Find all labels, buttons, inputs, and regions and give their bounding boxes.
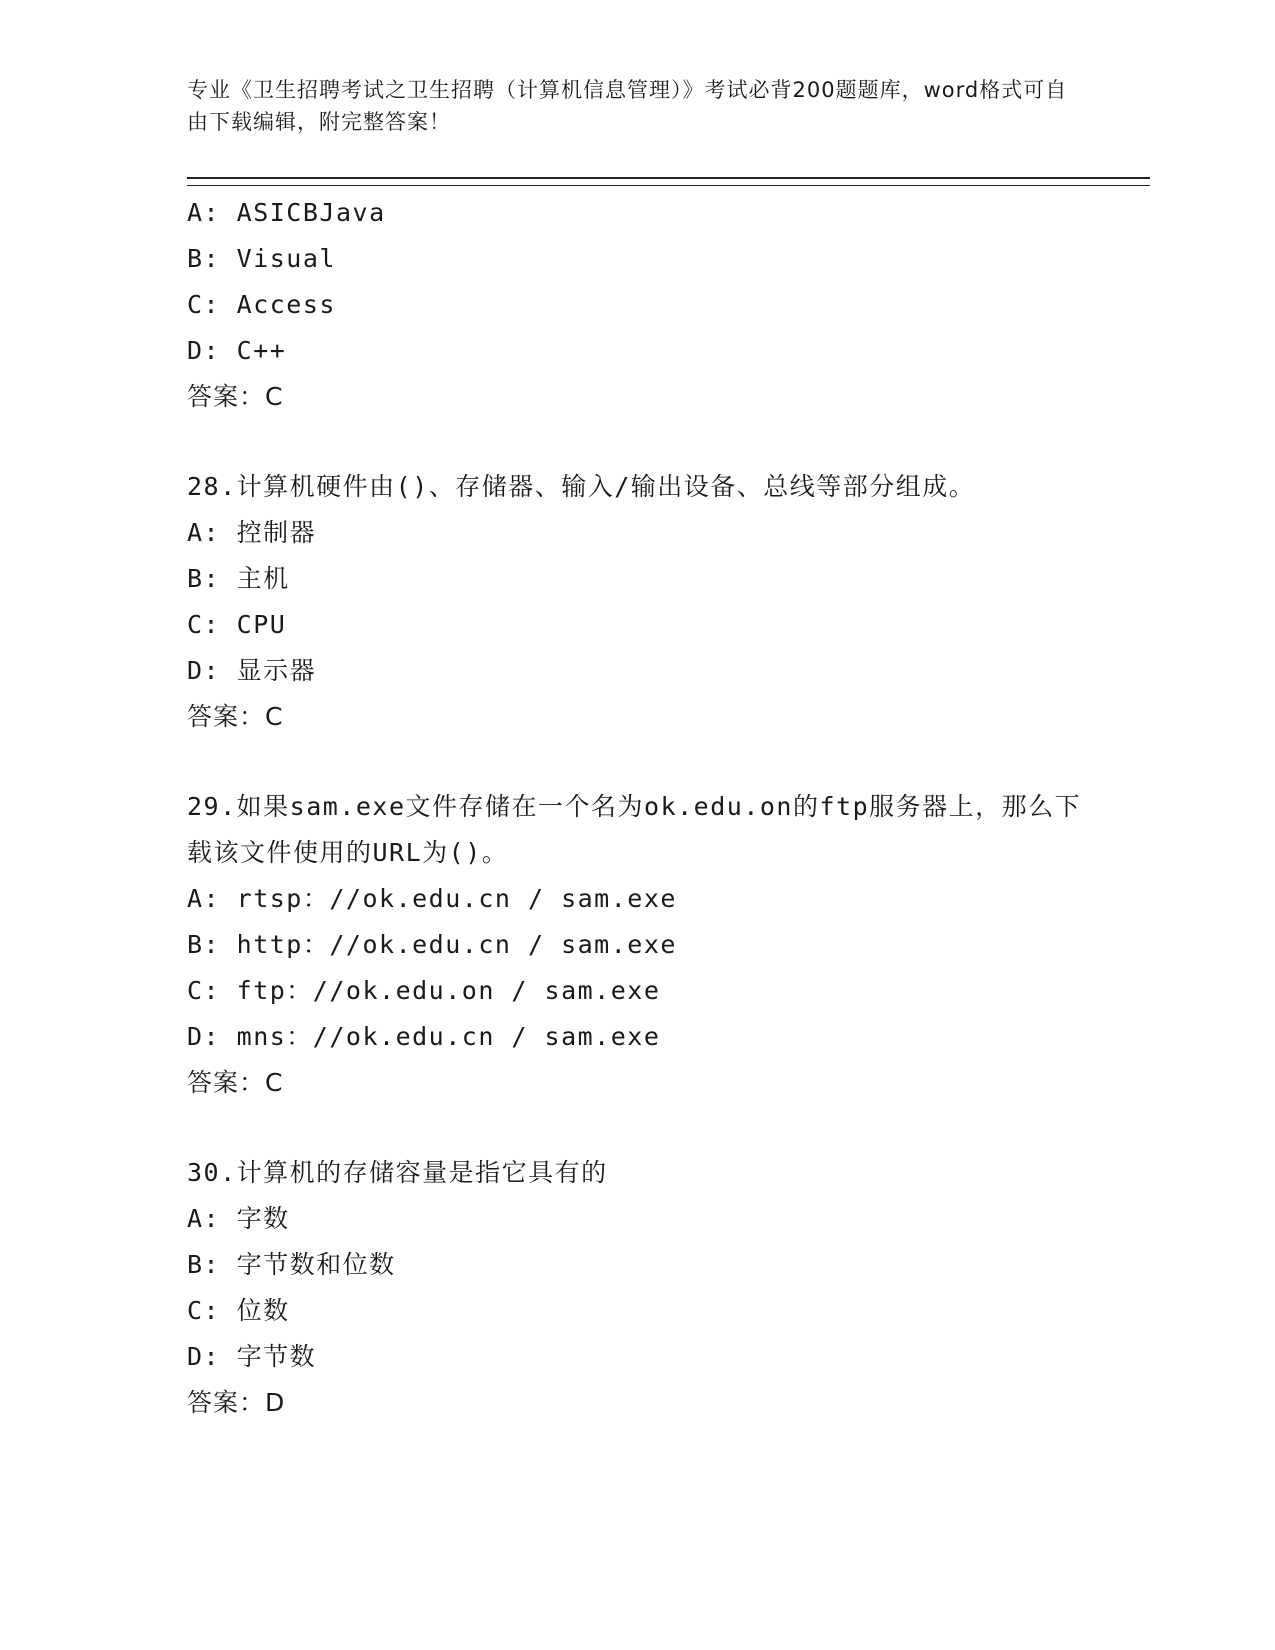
answer-line: 答案：D: [187, 1388, 286, 1417]
option-c: C: CPU: [187, 610, 287, 639]
answer-line: 答案：C: [187, 382, 284, 411]
option-d: D: mns：//ok.edu.cn / sam.exe: [187, 1022, 661, 1051]
option-b: B: http：//ok.edu.cn / sam.exe: [187, 930, 677, 959]
option-a: A: 字数: [187, 1204, 290, 1233]
answer-line: 答案：C: [187, 1068, 284, 1097]
question-stem: 30.计算机的存储容量是指它具有的: [187, 1158, 608, 1187]
option-d: D: 显示器: [187, 656, 317, 685]
question-fragment-27: [187, 190, 1087, 420]
option-a: A: 控制器: [187, 518, 317, 547]
option-d: D: 字节数: [187, 1342, 317, 1371]
option-b: B: Visual: [187, 244, 336, 273]
document-header: 专业《卫生招聘考试之卫生招聘（计算机信息管理）》考试必背200题题库，word格式可自由下载编辑，附完整答案！: [187, 78, 1068, 134]
answer-line: 答案：C: [187, 702, 284, 731]
option-b: B: 字节数和位数: [187, 1250, 396, 1279]
option-a: A: rtsp：//ok.edu.cn / sam.exe: [187, 884, 677, 913]
option-c: C: 位数: [187, 1296, 290, 1325]
option-b: B: 主机: [187, 564, 290, 593]
question-list: [187, 190, 1087, 1426]
question-29: [187, 784, 1087, 1106]
question-stem: 28.计算机硬件由()、存储器、输入/输出设备、总线等部分组成。: [187, 472, 976, 501]
option-c: C: ftp：//ok.edu.on / sam.exe: [187, 976, 661, 1005]
header-divider: [187, 177, 1150, 186]
option-d: D: C++: [187, 336, 287, 365]
question-28: [187, 464, 1087, 740]
question-30: [187, 1150, 1087, 1426]
option-a: A: ASICBJava: [187, 198, 386, 227]
question-stem: 29.如果sam.exe文件存储在一个名为ok.edu.on的ftp服务器上，那么下载该文件使用的URL为()。: [187, 792, 1082, 867]
option-c: C: Access: [187, 290, 336, 319]
